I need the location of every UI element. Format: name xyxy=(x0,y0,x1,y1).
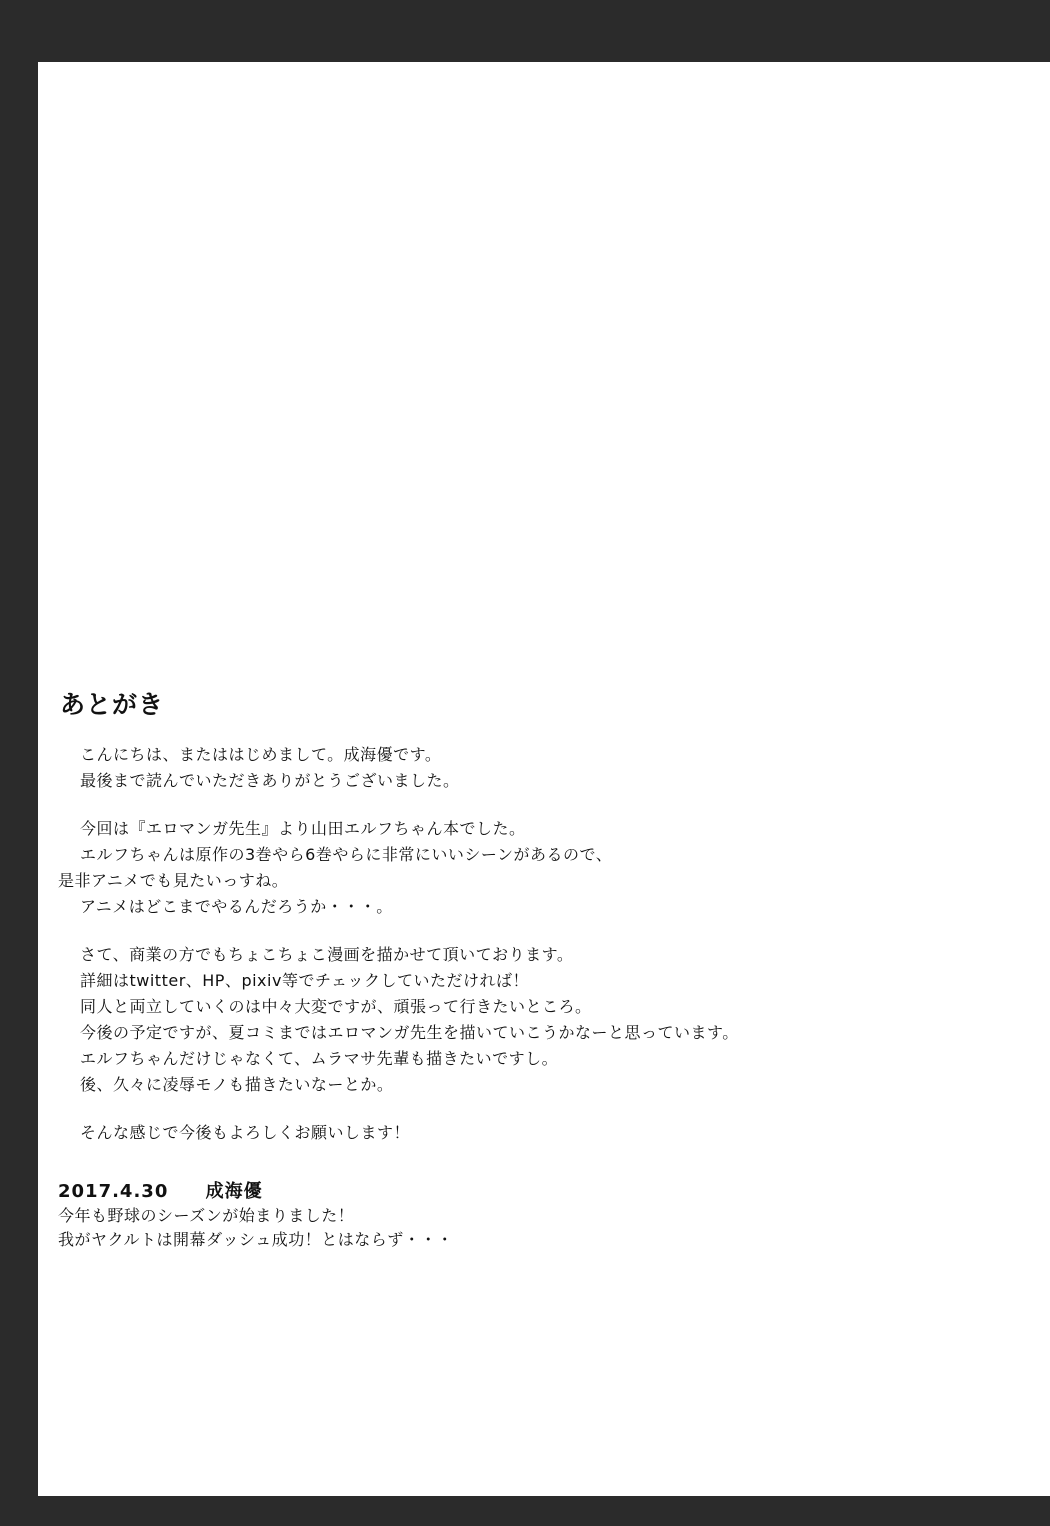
text-line: 同人と両立していくのは中々大変ですが、頑張って行きたいところ。 xyxy=(80,997,592,1016)
text-line: 是非アニメでも見たいっすね。 xyxy=(58,871,289,890)
signature-date: 2017.4.30 xyxy=(58,1181,169,1202)
text-line: 今後の予定ですが、夏コミまではエロマンガ先生を描いていこうかなーと思っています。 xyxy=(80,1023,739,1042)
paragraph-topic xyxy=(58,816,739,920)
paragraph-greeting xyxy=(58,742,739,794)
signature-author: 成海優 xyxy=(205,1181,263,1202)
postscript-line: 我がヤクルトは開幕ダッシュ成功！とはならず・・・ xyxy=(58,1230,454,1249)
text-line: 詳細はtwitter、HP、pixiv等でチェックしていただければ！ xyxy=(80,971,529,990)
text-line: エルフちゃんは原作の3巻やら6巻やらに非常にいいシーンがあるので、 xyxy=(80,845,613,864)
text-line: さて、商業の方でもちょこちょこ漫画を描かせて頂いております。 xyxy=(80,945,574,964)
postscript-line: 今年も野球のシーズンが始まりました！ xyxy=(58,1206,355,1225)
paragraph-gap xyxy=(58,1098,739,1120)
signature xyxy=(58,1180,739,1204)
afterword-heading: あとがき xyxy=(60,690,165,719)
text-line: エルフちゃんだけじゃなくて、ムラマサ先輩も描きたいですし。 xyxy=(80,1049,559,1068)
text-line: 後、久々に凌辱モノも描きたいなーとか。 xyxy=(80,1075,394,1094)
paragraph-gap xyxy=(58,794,739,816)
paragraph-gap xyxy=(58,920,739,942)
paragraph-closing xyxy=(58,1120,739,1146)
text-line: そんな感じで今後もよろしくお願いします！ xyxy=(80,1123,411,1142)
text-line: 今回は『エロマンガ先生』より山田エルフちゃん本でした。 xyxy=(80,819,526,838)
text-line: 最後まで読んでいただきありがとうございました。 xyxy=(80,771,460,790)
paragraph-news xyxy=(58,942,739,1098)
text-line: こんにちは、またははじめまして。成海優です。 xyxy=(80,745,442,764)
postscript xyxy=(58,1204,739,1252)
text-line: アニメはどこまでやるんだろうか・・・。 xyxy=(80,897,393,916)
afterword-section xyxy=(58,688,739,1252)
